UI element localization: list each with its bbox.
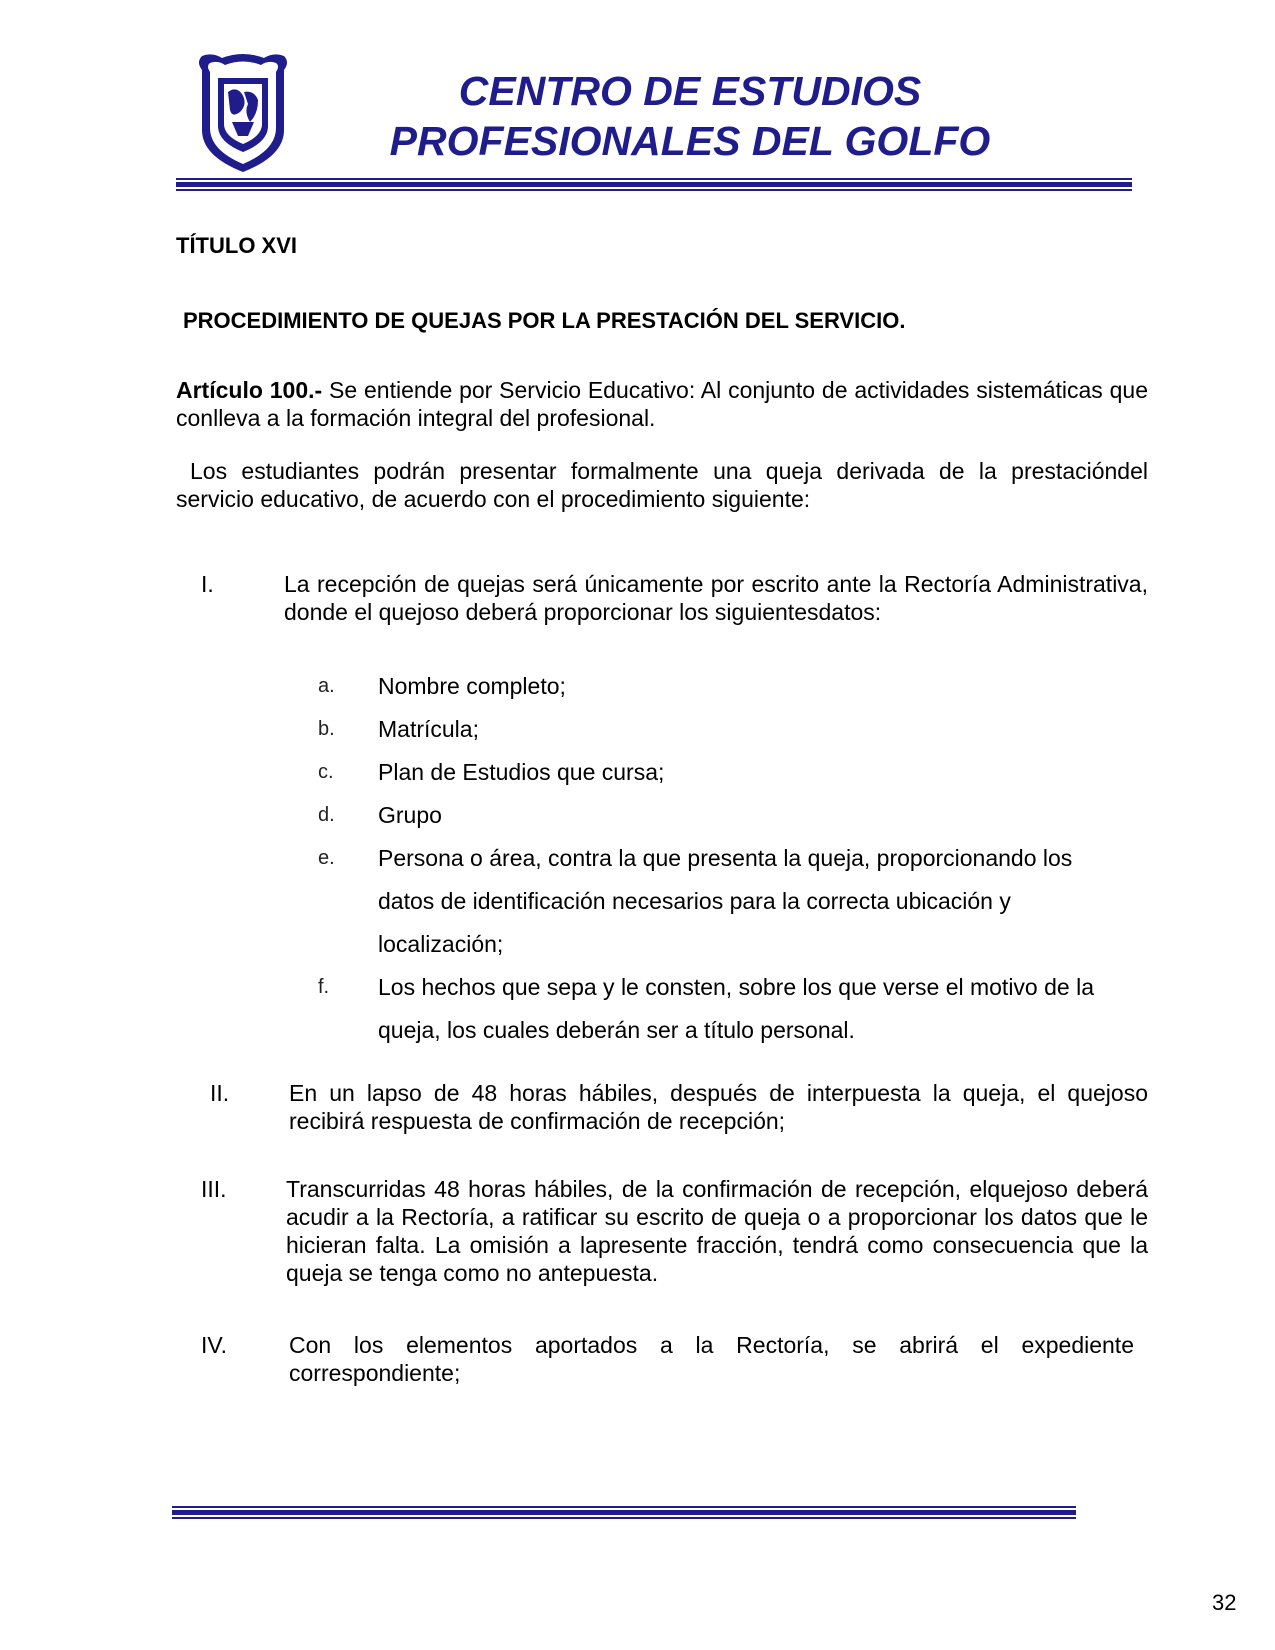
item-text: Con los elementos aportados a la Rectoría, se abrirá el expediente correspondiente; bbox=[289, 1332, 1134, 1386]
item-number: IV. bbox=[201, 1332, 228, 1358]
sub-item-letter: b. bbox=[318, 718, 335, 740]
article-paragraph bbox=[176, 376, 1148, 432]
sub-item bbox=[318, 966, 1098, 1052]
sub-item-text: Persona o área, contra la que presenta la queja, proporcionando los datos de identificación necesarios para la correcta ubicación y localización; bbox=[378, 845, 1073, 957]
institution-title bbox=[330, 66, 1050, 166]
page-number: 32 bbox=[1212, 1590, 1237, 1615]
article-label: Artículo 100.- bbox=[176, 377, 323, 403]
institution-title-line2: PROFESIONALES DEL GOLFO bbox=[389, 118, 991, 164]
item-text: La recepción de quejas será únicamente por escrito ante la Rectoría Administrativa, donde el quejoso deberá proporcionar los siguientesdatos: bbox=[284, 571, 1148, 625]
sub-item-letter: d. bbox=[318, 804, 335, 826]
intro-paragraph: Los estudiantes podrán presentar formalmente una queja derivada de la prestacióndel servicio educativo, de acuerdo con el procedimiento siguiente: bbox=[176, 458, 1148, 512]
sub-item bbox=[318, 794, 1098, 837]
sub-item-list bbox=[318, 665, 1098, 1052]
sub-item bbox=[318, 665, 1098, 708]
section-title: TÍTULO XVI bbox=[176, 233, 297, 258]
item-number: II. bbox=[210, 1080, 230, 1106]
sub-item-letter: c. bbox=[318, 761, 334, 783]
sub-item-text: Los hechos que sepa y le consten, sobre los que verse el motivo de la queja, los cuales deberán ser a título personal. bbox=[378, 974, 1094, 1043]
institution-title-line1: CENTRO DE ESTUDIOS bbox=[458, 68, 922, 114]
article-text: Se entiende por Servicio Educativo: Al conjunto de actividades sistemáticas que conlleva a la formación integral del profesional. bbox=[176, 377, 1148, 431]
item-number: III. bbox=[201, 1176, 227, 1202]
sub-item-letter: a. bbox=[318, 675, 335, 697]
item-text: Transcurridas 48 horas hábiles, de la confirmación de recepción, elquejoso deberá acudir a la Rectoría, a ratificar su escrito de queja o a proporcionar los datos que le hicieran falta. La omisión a lapresente fracción, tendrá como consecuencia que la queja se tenga como no antepuesta. bbox=[286, 1176, 1148, 1286]
footer-divider bbox=[172, 1506, 1076, 1519]
sub-item-text: Nombre completo; bbox=[378, 673, 566, 699]
sub-item-text: Plan de Estudios que cursa; bbox=[378, 759, 665, 785]
section-subtitle: PROCEDIMIENTO DE QUEJAS POR LA PRESTACIÓN DEL SERVICIO. bbox=[183, 308, 906, 333]
sub-item bbox=[318, 708, 1098, 751]
sub-item-text: Matrícula; bbox=[378, 716, 479, 742]
sub-item-letter: f. bbox=[318, 976, 330, 998]
header-divider bbox=[176, 178, 1132, 191]
sub-item bbox=[318, 751, 1098, 794]
institution-logo bbox=[192, 52, 294, 174]
item-text: En un lapso de 48 horas hábiles, después de interpuesta la queja, el quejoso recibirá respuesta de confirmación de recepción; bbox=[289, 1080, 1148, 1134]
sub-item bbox=[318, 837, 1098, 966]
sub-item-letter: e. bbox=[318, 847, 335, 869]
item-number: I. bbox=[201, 571, 214, 597]
sub-item-text: Grupo bbox=[378, 802, 442, 828]
